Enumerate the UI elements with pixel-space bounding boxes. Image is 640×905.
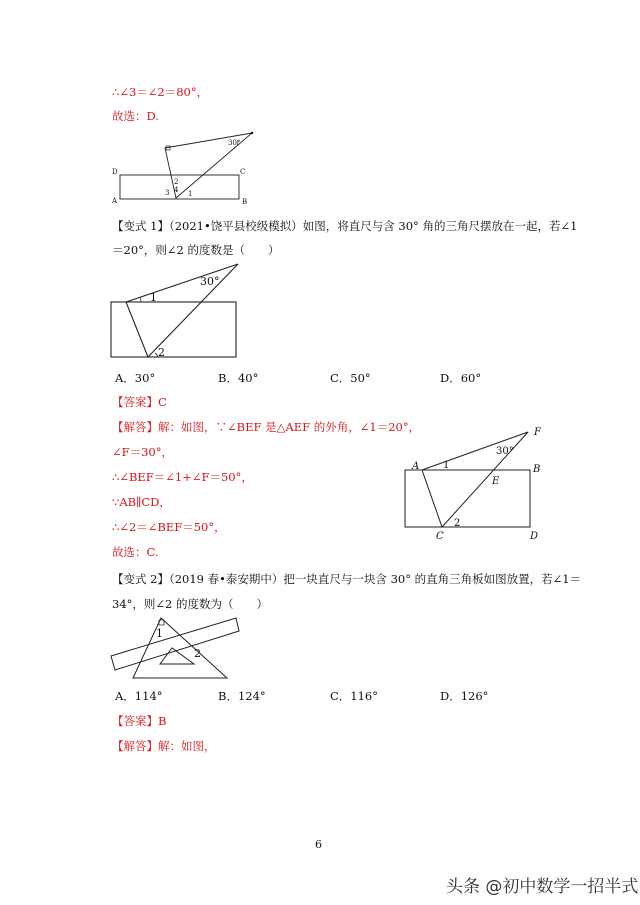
fig4-label-1: 1 (156, 627, 163, 640)
fig3-label-A: A (412, 461, 420, 472)
figure-ruler-triangle-4 (108, 612, 248, 684)
fig1-label-3: 3 (165, 189, 170, 197)
q1-analysis-line6: 故选：C. (112, 545, 159, 559)
fig1-label-A: A (112, 197, 118, 205)
fig1-label-1: 1 (188, 190, 193, 198)
q2-option-c: C．116° (330, 689, 378, 703)
fig3-label-F: F (534, 427, 541, 438)
q2-option-a: A．114° (115, 689, 163, 703)
fig3-label-D: D (530, 531, 539, 542)
page-number: 6 (315, 838, 322, 851)
q1-analysis-line3: ∴∠BEF＝∠1+∠F＝50°， (112, 470, 253, 484)
figure-ruler-triangle-3 (400, 422, 550, 542)
solution-choice-line: 故选：D. (112, 109, 159, 123)
fig3-label-B: B (533, 464, 541, 475)
question-variant2-line2: 34°，则∠2 的度数为（ ） (112, 597, 268, 611)
q1-analysis-line4: ∵AB∥CD， (112, 495, 171, 509)
fig4-label-2: 2 (194, 647, 201, 660)
fig2-label-2: 2 (158, 346, 165, 359)
q1-analysis-line5: ∴∠2＝∠BEF＝50°， (112, 520, 226, 534)
q1-option-b: B．40° (218, 371, 259, 385)
q2-answer: 【答案】B (112, 714, 167, 728)
q2-option-b: B．124° (218, 689, 266, 703)
fig3-label-2: 2 (454, 518, 461, 529)
figure-ruler-triangle-1 (110, 128, 260, 208)
fig1-label-4: 4 (174, 186, 179, 194)
fig1-label-D: D (112, 168, 118, 176)
q2-analysis: 【解答】解：如图， (112, 739, 216, 753)
q1-analysis-line2: ∠F＝30°， (112, 445, 173, 459)
question-variant1-line2: ＝20°，则∠2 的度数是（ ） (112, 243, 280, 257)
fig2-label-1: 1 (150, 291, 157, 304)
fig3-label-E: E (492, 476, 500, 487)
q1-answer: 【答案】C (112, 395, 167, 409)
fig1-label-2: 2 (174, 178, 179, 186)
q1-analysis-line1: 【解答】解：如图，∵∠BEF 是△AEF 的外角，∠1＝20°， (112, 420, 421, 434)
q2-option-d: D．126° (440, 689, 489, 703)
q1-option-d: D．60° (440, 371, 482, 385)
fig1-label-B: B (242, 198, 248, 206)
fig2-angle-label: 30° (200, 275, 220, 288)
fig1-label-C: C (240, 168, 246, 176)
question-variant1-line1: 【变式 1】（2021•饶平县校级模拟）如图，将直尺与含 30° 角的三角尺摆放在一起，若∠1 (112, 219, 578, 233)
fig3-angle-label: 30° (496, 446, 514, 457)
fig1-angle-label: 30° (228, 139, 241, 147)
q1-option-a: A．30° (115, 371, 156, 385)
fig3-label-C: C (436, 531, 444, 542)
q1-option-c: C．50° (330, 371, 371, 385)
question-variant2-line1: 【变式 2】（2019 春•泰安期中）把一块直尺与一块含 30° 的直角三角板如图放置，若∠1＝ (112, 572, 582, 586)
source-watermark: 头条 @初中数学一招半式 (446, 877, 639, 897)
fig3-label-1: 1 (443, 460, 450, 471)
figure-ruler-triangle-2 (108, 260, 250, 364)
solution-line-angle3: ∴∠3＝∠2＝80°， (112, 85, 209, 99)
